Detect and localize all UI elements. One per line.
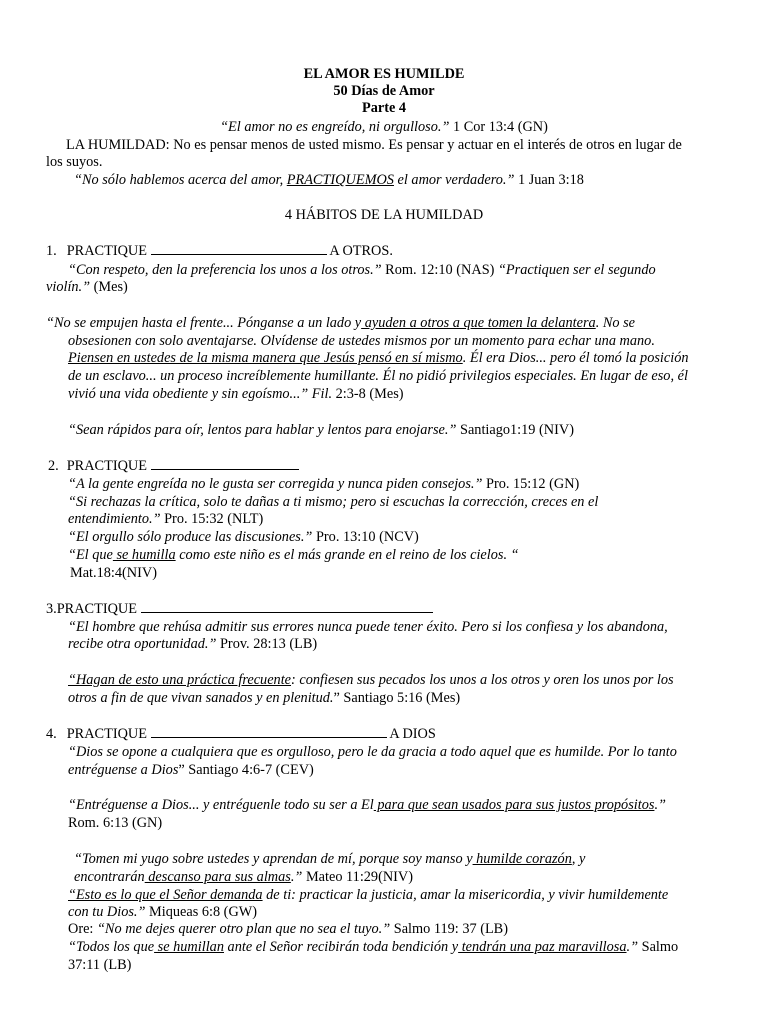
habit-suffix: A DIOS [389,726,436,742]
fill-in-blank[interactable] [141,600,433,613]
habit-number: 3. [46,601,57,617]
habit-number: 2. [48,458,59,474]
practice-love-line: “No sólo hablemos acerca del amor, PRACTIQUEMOS el amor verdadero.” 1 Juan 3:18 [74,172,584,188]
fill-in-blank[interactable] [151,457,299,470]
habit-3-quote-2: “Hagan de esto una práctica frecuente: confiesen sus pecados los unos a los otros y oren los unos por los [68,672,674,688]
habit-3-quote-1: “El hombre que rehúsa admitir sus errores nunca puede tener éxito. Pero si los confiesa y los abandona, [68,619,668,635]
habit-1-heading [46,242,393,261]
habit-2-quote-1: “A la gente engreída no le gusta ser corregida y nunca piden consejos.” Pro. 15:12 (GN) [68,476,580,492]
section-title: 4 HÁBITOS DE LA HUMILDAD [284,207,484,223]
habit-suffix: A OTROS. [329,243,393,259]
habit-4-heading [46,725,436,744]
habit-1-quote-1: “Con respeto, den la preferencia los unos a los otros.” Rom. 12:10 (NAS) “Practiquen ser el segundo [68,262,656,278]
habit-number: 1. [46,243,57,259]
habit-4-quote-1: “Dios se opone a cualquiera que es orgulloso, pero le da gracia a todo aquel que es humilde. Por lo tanto [68,744,677,760]
habit-3-heading [46,600,433,619]
humility-definition: LA HUMILDAD: No es pensar menos de usted mismo. Es pensar y actuar en el interés de otros en lugar de [66,137,682,153]
habit-3-quote-2-cont: otros a fin de que vivan sanados y en plenitud.” Santiago 5:16 (Mes) [68,690,461,706]
habit-4-quote-5-ref: 37:11 (LB) [68,957,132,973]
habit-1-quote-2: “Sean rápidos para oír, lentos para hablar y lentos para enojarse.” Santiago1:19 (NIV) [68,422,574,438]
habit-label: PRACTIQUE [66,243,147,259]
document-part: Parte 4 [361,100,407,116]
habit-4-quote-1-cont: entréguense a Dios” Santiago 4:6-7 (CEV) [68,762,314,778]
intro-quote-ref: 1 Cor 13:4 (GN) [452,119,548,135]
habit-2-quote-4: “El que se humilla como este niño es el más grande en el reino de los cielos. “ [68,547,519,563]
habit-4-quote-2: “Entréguense a Dios... y entréguenle todo su ser a El para que sean usados para sus justos propósitos.” [68,797,666,813]
habit-2-quote-4-ref: Mat.18:4(NIV) [70,565,157,581]
habit-2-heading [48,457,299,476]
habit-2-quote-2: “Si rechazas la crítica, solo te dañas a ti mismo; pero si escuchas la corrección, creces en el [68,494,599,510]
habit-3-quote-1-cont: recibe otra oportunidad.” Prov. 28:13 (LB) [68,636,318,652]
habit-4-quote-2-ref: Rom. 6:13 (GN) [68,815,163,831]
habit-label: PRACTIQUE [66,458,147,474]
habit-1-passage-line-2: obsesionen con solo aventajarse. Olvídense de ustedes mismos por un momento para echar una mano. [68,333,655,349]
habit-4-quote-5: “Todos los que se humillan ante el Señor recibirán toda bendición y tendrán una paz maravillosa.” Salmo [68,939,679,955]
document-title: EL AMOR ES HUMILDE [303,66,465,82]
prayer-line: Ore: “No me dejes querer otro plan que no sea el tuyo.” Salmo 119: 37 (LB) [68,921,508,937]
habit-number: 4. [46,726,57,742]
prayer-label: Ore: [68,921,97,937]
intro-quote-line [0,119,768,137]
fill-in-blank[interactable] [151,725,387,738]
humility-definition-cont: los suyos. [46,154,103,170]
habit-1-quote-1-cont: violín.” (Mes) [46,279,128,295]
habit-label: PRACTIQUE [56,601,137,617]
habit-1-passage-line-5: vivió una vida obediente y sin egoísmo...” Fil. 2:3-8 (Mes) [68,386,404,402]
habit-4-quote-4-cont: con tu Dios.” Miqueas 6:8 (GW) [68,904,258,920]
habit-1-passage-line-3: Piensen en ustedes de la misma manera que Jesús pensó en sí mismo. Él era Dios... pero él tomó la posición [68,350,689,366]
habit-4-quote-3-cont: encontrarán descanso para sus almas.” Mateo 11:29(NIV) [74,869,414,885]
practice-emphasis: PRACTIQUEMOS [286,172,394,188]
habit-4-quote-4: “Esto es lo que el Señor demanda de ti: practicar la justicia, amar la misericordia, y vivir humildemente [68,887,669,903]
habit-4-quote-3: “Tomen mi yugo sobre ustedes y aprendan de mí, porque soy manso y humilde corazón, y [74,851,586,867]
document-subtitle: 50 Días de Amor [333,83,435,99]
intro-quote: “El amor no es engreído, ni orgulloso.” [220,119,450,135]
fill-in-blank[interactable] [151,242,327,255]
habit-2-quote-3: “El orgullo sólo produce las discusiones.” Pro. 13:10 (NCV) [68,529,419,545]
habit-2-quote-2-cont: entendimiento.” Pro. 15:32 (NLT) [68,511,264,527]
habit-1-passage-line-1: “No se empujen hasta el frente... Pónganse a un lado y ayuden a otros a que tomen la delantera. No se [46,315,636,331]
habit-label: PRACTIQUE [66,726,147,742]
habit-1-passage-line-4: de un esclavo... un proceso increíblemente humillante. Él no pidió privilegios especiales. En lugar de eso, él [68,368,688,384]
